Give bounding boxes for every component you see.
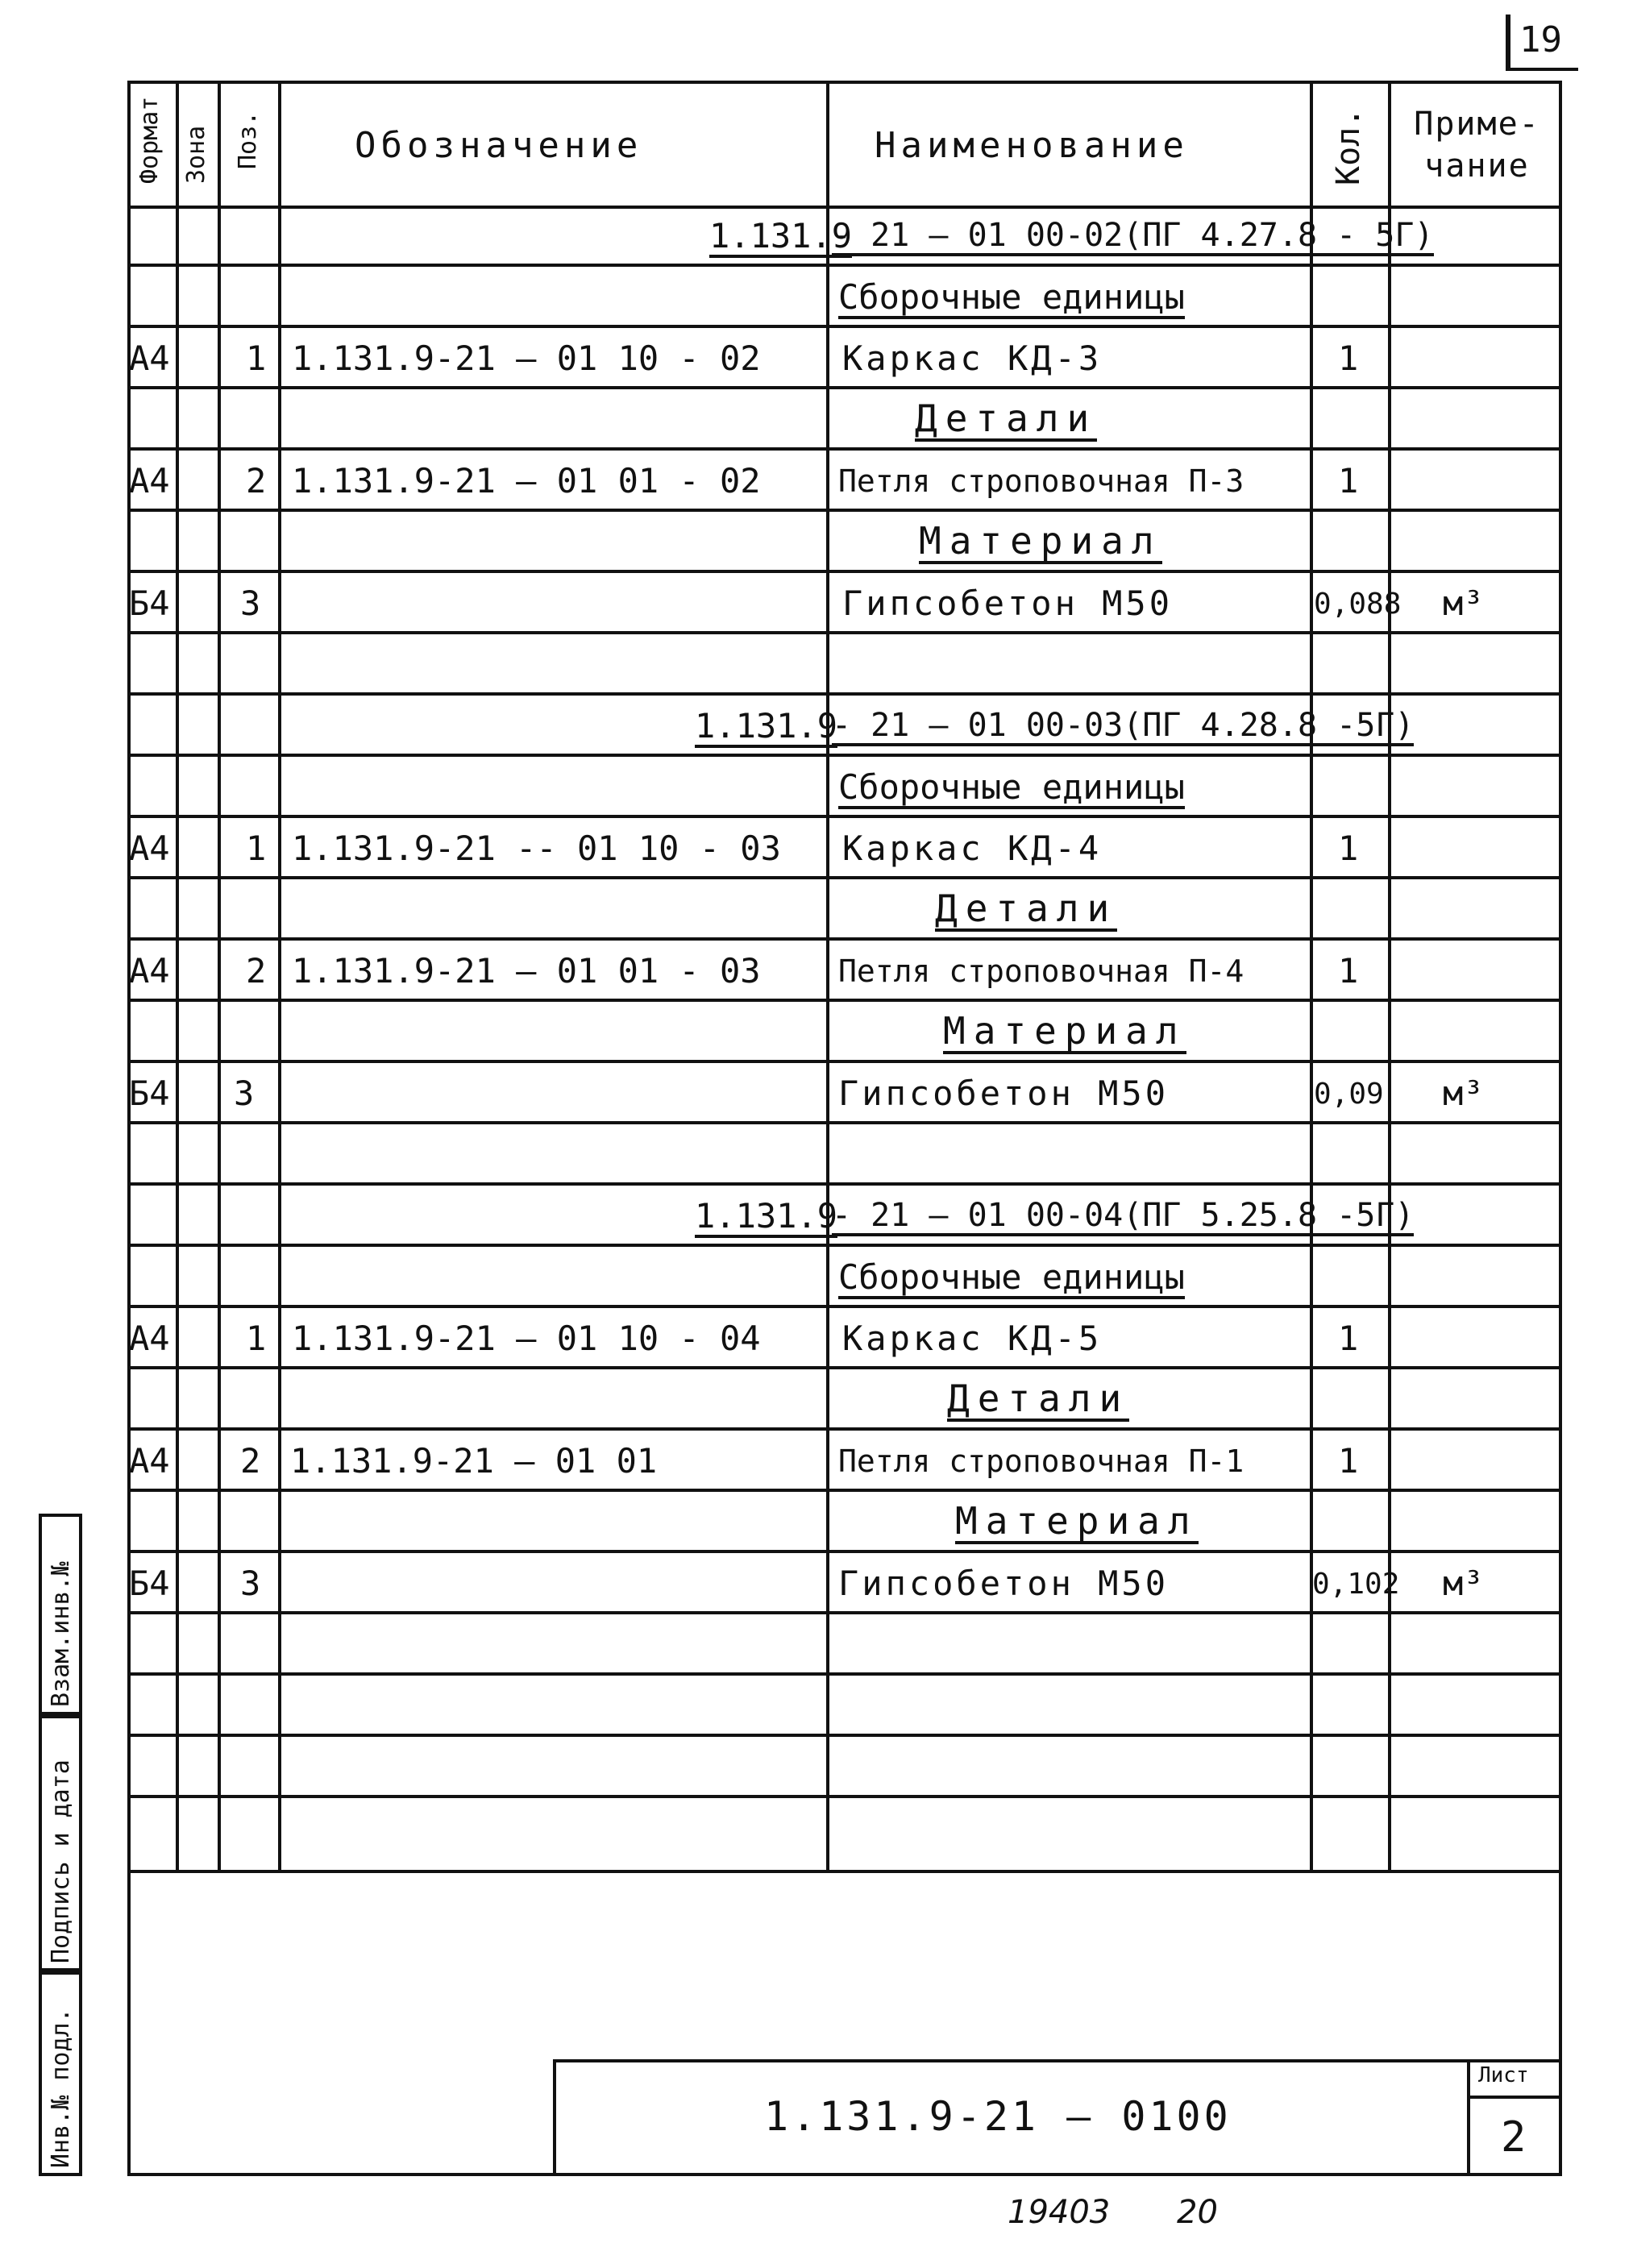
group-designation: 1.131.9 [695,1199,837,1238]
row-line [127,1672,1562,1676]
sheet-cell-divider [1467,2059,1470,2176]
row-line [127,1244,1562,1247]
name-cell: Петля строповочная П-1 [838,1443,1244,1479]
col-divider-name [1310,81,1313,1870]
format-cell: А4 [129,951,170,991]
row-line [127,876,1562,879]
qty-cell: 1 [1338,1319,1359,1358]
name-cell: Каркас КД-3 [842,339,1103,378]
row-line [127,1427,1562,1431]
col-divider-position [278,81,281,1870]
side-label-inv-replace: Взам.инв.№ [47,1561,75,1707]
row-line [127,1121,1562,1124]
header-note-line1: Приме- [1414,106,1540,143]
document-code: 1.131.9-21 — 0100 [764,2093,1232,2140]
row-line [127,631,1562,634]
designation-cell: 1.131.9-21 — 01 01 [290,1441,658,1481]
name-cell: Гипсобетон М50 [838,1074,1170,1113]
group-designation: 1.131.9 [695,709,837,748]
header-zone: Зона [182,125,210,184]
spec-table-frame [127,81,1562,2176]
position-cell: 3 [240,584,261,623]
copy-number: 20 [1177,2194,1218,2231]
format-cell: Б4 [129,584,170,623]
group-designation: 1.131.9 [709,219,852,258]
qty-cell: 1 [1338,339,1359,378]
row-line [127,692,1562,696]
row-line [127,815,1562,818]
section-heading: Сборочные единицы [838,771,1185,809]
col-divider-quantity [1388,81,1391,1870]
qty-cell: 1 [1338,951,1359,991]
row-line [127,1060,1562,1063]
row-line [127,754,1562,757]
note-cell: м³ [1443,1564,1484,1603]
name-cell: Каркас КД-4 [842,829,1103,868]
designation-cell: 1.131.9-21 — 01 01 - 03 [292,951,761,991]
format-cell: А4 [129,1319,170,1358]
row-line [127,1182,1562,1186]
row-line [127,1734,1562,1737]
name-cell: Каркас КД-5 [842,1319,1103,1358]
qty-cell: 1 [1338,1441,1359,1481]
format-cell: А4 [129,339,170,378]
row-line [127,1795,1562,1798]
row-line [127,1489,1562,1492]
header-name: Наименование [875,125,1189,166]
designation-cell: 1.131.9-21 -- 01 10 - 03 [292,829,781,868]
section-heading: Сборочные единицы [838,1261,1185,1299]
position-cell: 2 [246,461,267,501]
row-line [127,570,1562,573]
position-cell: 3 [234,1074,255,1113]
section-heading: Детали [947,1377,1130,1420]
position-cell: 1 [246,339,267,378]
format-cell: Б4 [129,1074,170,1113]
designation-cell: 1.131.9-21 — 01 10 - 02 [292,339,761,378]
archive-number: 19403 [1008,2194,1111,2231]
col-divider-format [176,81,179,1870]
group-name: - 21 — 01 00-04(ПГ 5.25.8 -5Г) [832,1199,1414,1236]
row-line [127,1611,1562,1614]
page-number-divider [1506,15,1510,68]
header-position: Поз. [234,110,262,169]
header-designation: Обозначение [355,125,643,166]
format-cell: А4 [129,461,170,501]
format-cell: А4 [129,1441,170,1481]
col-divider-zone [218,81,221,1870]
row-line [127,325,1562,328]
header-note-line2: чание [1424,147,1530,185]
section-heading: Детали [935,887,1118,930]
section-heading: Материал [943,1009,1186,1053]
qty-cell: 1 [1338,829,1359,868]
row-line [127,1366,1562,1369]
group-name: - 21 — 01 00-02(ПГ 4.27.8 - 5Г) [832,219,1434,256]
name-cell: Петля строповочная П-4 [838,953,1244,989]
section-heading: Материал [919,519,1162,563]
row-line [127,1550,1562,1553]
page-number: 19 [1519,19,1562,60]
section-heading: Детали [915,397,1098,440]
position-cell: 2 [246,951,267,991]
qty-cell: 1 [1338,461,1359,501]
name-cell: Петля строповочная П-3 [838,463,1244,499]
sheet-number: 2 [1501,2113,1527,2162]
position-cell: 3 [240,1564,261,1603]
qty-cell: 0,102 [1312,1568,1400,1601]
format-cell: Б4 [129,1564,170,1603]
designation-cell: 1.131.9-21 — 01 10 - 04 [292,1319,761,1358]
row-line [127,999,1562,1002]
row-line [127,1305,1562,1308]
name-cell: Гипсобетон М50 [842,584,1174,623]
position-cell: 1 [246,1319,267,1358]
row-line [127,509,1562,512]
group-name: - 21 — 01 00-03(ПГ 4.28.8 -5Г) [832,709,1414,746]
sheet-label: Лист [1478,2063,1529,2087]
row-line [127,937,1562,941]
format-cell: А4 [129,829,170,868]
position-cell: 1 [246,829,267,868]
row-line [127,447,1562,451]
section-heading: Материал [955,1499,1199,1543]
header-quantity: Кол. [1330,107,1367,185]
designation-cell: 1.131.9-21 — 01 01 - 02 [292,461,761,501]
qty-cell: 0,088 [1314,588,1402,621]
side-label-inv-orig: Инв.№ подл. [47,2008,75,2168]
table-bottom-line [127,1870,1562,1873]
header-note [1394,103,1560,187]
row-line [127,264,1562,267]
row-line [127,386,1562,389]
header-format: Формат [135,96,164,184]
section-heading: Сборочные единицы [838,280,1185,319]
page-number-underline [1506,68,1578,71]
sheet-cell-line [1467,2096,1562,2099]
note-cell: м³ [1443,584,1484,623]
qty-cell: 0,09 [1314,1078,1384,1111]
name-cell: Гипсобетон М50 [838,1564,1170,1603]
col-divider-designation [826,81,829,1870]
header-bottom-line [127,206,1562,209]
side-label-sign-date: Подпись и дата [47,1759,75,1963]
position-cell: 2 [240,1441,261,1481]
note-cell: м³ [1443,1074,1484,1113]
